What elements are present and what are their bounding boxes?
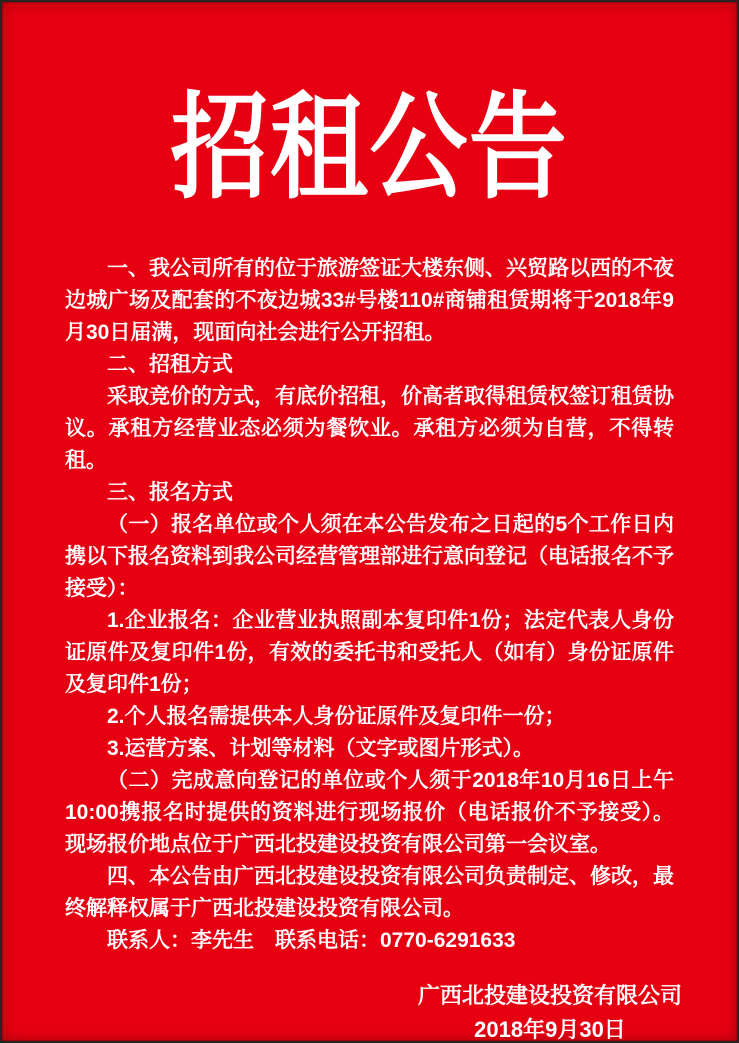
- heading-rental-method: 二、招租方式: [107, 353, 233, 376]
- contact-person-name: 李先生: [191, 929, 254, 952]
- signature-company-name: 广西北投建设投资有限公司: [417, 983, 682, 1008]
- contact-line: [65, 925, 674, 957]
- paragraph-property-intro: 一、我公司所有的位于旅游签证大楼东侧、兴贸路以西的不夜边城广场及配套的不夜边城33#号楼110#商铺租赁期将于2018年9月30日届满，现面向社会进行公开招租。: [65, 257, 674, 344]
- heading-registration-method: 三、报名方式: [107, 481, 233, 504]
- signature-date: 2018年9月30日: [474, 1017, 626, 1042]
- poster-title: 招租公告: [170, 80, 569, 215]
- paragraph-individual-registration: 2.个人报名需提供本人身份证原件及复印件一份；: [107, 705, 566, 728]
- poster-body: [65, 253, 674, 957]
- signature-block: [418, 979, 682, 1043]
- contact-phone-label: 联系电话：: [275, 929, 380, 952]
- paragraph-rental-method: 采取竞价的方式，有底价招租，价高者取得租赁权签订租赁协议。承租方经营业态必须为餐饮业。承租方必须为自营，不得转租。: [65, 385, 674, 472]
- paragraph-enterprise-registration: 1.企业报名：企业营业执照副本复印件1份；法定代表人身份证原件及复印件1份，有效的委托书和受托人（如有）身份证原件及复印件1份；: [65, 609, 674, 696]
- paragraph-interpretation-rights: 四、本公告由广西北投建设投资有限公司负责制定、修改，最终解释权属于广西北投建设投资有限公司。: [65, 865, 674, 920]
- paragraph-onsite-bidding: （二）完成意向登记的单位或个人须于2018年10月16日上午10:00携报名时提供的资料进行现场报价（电话报价不予接受）。现场报价地点位于广西北投建设投资有限公司第一会议室。: [65, 769, 674, 856]
- contact-phone-number: 0770-6291633: [380, 929, 516, 952]
- paragraph-registration-requirements: （一）报名单位或个人须在本公告发布之日起的5个工作日内携以下报名资料到我公司经营管理部进行意向登记（电话报名不予接受）：: [65, 513, 674, 600]
- contact-person-label: 联系人：: [107, 929, 191, 952]
- paragraph-operation-plan: 3.运营方案、计划等材料（文字或图片形式）。: [107, 737, 535, 760]
